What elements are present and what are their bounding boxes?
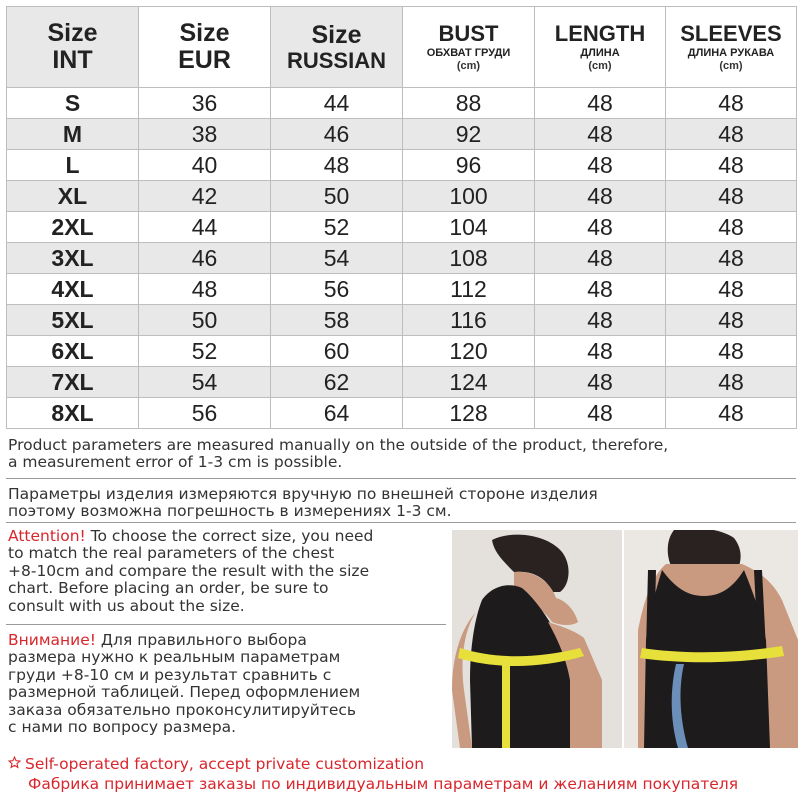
factory-note-en: Self-operated factory, accept private customization	[8, 755, 798, 773]
cell-size-int: S	[7, 88, 139, 119]
cell-length: 48	[535, 212, 666, 243]
cell-bust: 100	[403, 181, 535, 212]
cell-length: 48	[535, 119, 666, 150]
cell-size-int: 3XL	[7, 243, 139, 274]
cell-size-eur: 44	[139, 212, 271, 243]
cell-length: 48	[535, 398, 666, 429]
cell-length: 48	[535, 336, 666, 367]
cell-bust: 116	[403, 305, 535, 336]
table-row	[7, 119, 797, 150]
cell-size-russian: 52	[271, 212, 403, 243]
cell-size-eur: 46	[139, 243, 271, 274]
cell-sleeves: 48	[666, 336, 797, 367]
divider	[6, 478, 796, 479]
table-row	[7, 398, 797, 429]
cell-size-russian: 54	[271, 243, 403, 274]
cell-length: 48	[535, 274, 666, 305]
header-size-int: Size INT	[7, 7, 139, 88]
cell-sleeves: 48	[666, 181, 797, 212]
star-outline-icon	[8, 755, 21, 773]
cell-size-eur: 50	[139, 305, 271, 336]
cell-sleeves: 48	[666, 150, 797, 181]
cell-size-eur: 54	[139, 367, 271, 398]
cell-sleeves: 48	[666, 243, 797, 274]
header-size-russian: Size RUSSIAN	[271, 7, 403, 88]
header-sleeves: SLEEVES ДЛИНА РУКАВА (cm)	[666, 7, 797, 88]
cell-size-russian: 64	[271, 398, 403, 429]
header-size-eur: Size EUR	[139, 7, 271, 88]
cell-size-eur: 48	[139, 274, 271, 305]
table-row	[7, 212, 797, 243]
cell-size-eur: 56	[139, 398, 271, 429]
factory-note-ru: Фабрика принимает заказы по индивидуальным параметрам и желаниям покупателя	[28, 775, 739, 793]
cell-size-russian: 62	[271, 367, 403, 398]
cell-size-int: 7XL	[7, 367, 139, 398]
table-row	[7, 243, 797, 274]
cell-size-int: 2XL	[7, 212, 139, 243]
cell-size-eur: 36	[139, 88, 271, 119]
size-chart-table	[6, 6, 797, 429]
cell-sleeves: 48	[666, 274, 797, 305]
table-row	[7, 181, 797, 212]
cell-sleeves: 48	[666, 367, 797, 398]
table-row	[7, 88, 797, 119]
attention-note-en: Attention! To choose the correct size, you need to match the real parameters of the chest +8-10cm and compare the result with the size chart. Before placing an order, be sure to consult with us about the size.	[8, 527, 374, 615]
cell-size-russian: 56	[271, 274, 403, 305]
cell-size-int: L	[7, 150, 139, 181]
cell-sleeves: 48	[666, 398, 797, 429]
attention-label: Внимание!	[8, 631, 96, 649]
cell-sleeves: 48	[666, 305, 797, 336]
cell-size-russian: 48	[271, 150, 403, 181]
cell-length: 48	[535, 150, 666, 181]
table-header-row	[7, 7, 797, 88]
cell-sleeves: 48	[666, 88, 797, 119]
cell-size-eur: 40	[139, 150, 271, 181]
measurement-photo	[452, 530, 798, 748]
cell-length: 48	[535, 305, 666, 336]
table-row	[7, 336, 797, 367]
cell-length: 48	[535, 243, 666, 274]
cell-size-eur: 52	[139, 336, 271, 367]
table-row	[7, 150, 797, 181]
header-bust: BUST ОБХВАТ ГРУДИ (cm)	[403, 7, 535, 88]
cell-bust: 88	[403, 88, 535, 119]
cell-size-eur: 42	[139, 181, 271, 212]
cell-size-int: 8XL	[7, 398, 139, 429]
cell-size-russian: 46	[271, 119, 403, 150]
cell-size-int: 6XL	[7, 336, 139, 367]
size-table-body	[7, 88, 797, 429]
divider	[6, 624, 446, 625]
cell-bust: 124	[403, 367, 535, 398]
table-row	[7, 367, 797, 398]
divider	[6, 522, 796, 523]
cell-bust: 92	[403, 119, 535, 150]
table-row	[7, 274, 797, 305]
cell-bust: 128	[403, 398, 535, 429]
cell-length: 48	[535, 367, 666, 398]
cell-size-russian: 50	[271, 181, 403, 212]
cell-size-int: XL	[7, 181, 139, 212]
cell-bust: 112	[403, 274, 535, 305]
cell-size-russian: 44	[271, 88, 403, 119]
table-row	[7, 305, 797, 336]
bust-measurement-illustration	[452, 530, 798, 748]
attention-label: Attention!	[8, 527, 86, 545]
measurement-note-ru: Параметры изделия измеряются вручную по внешней стороне изделия поэтому возможна погрешность в измерениях 1-3 см.	[8, 485, 598, 520]
cell-size-int: 5XL	[7, 305, 139, 336]
cell-length: 48	[535, 88, 666, 119]
header-length: LENGTH ДЛИНА (cm)	[535, 7, 666, 88]
cell-bust: 96	[403, 150, 535, 181]
attention-note-ru: Внимание! Для правильного выбора размера нужно к реальным параметрам груди +8-10 см и результат сравнить с размерной таблицей. Перед оформлением заказа обязательно проконсулитируйтесь с нами по вопросу размера.	[8, 631, 361, 737]
cell-bust: 108	[403, 243, 535, 274]
cell-size-eur: 38	[139, 119, 271, 150]
cell-bust: 104	[403, 212, 535, 243]
cell-bust: 120	[403, 336, 535, 367]
cell-size-russian: 60	[271, 336, 403, 367]
cell-sleeves: 48	[666, 212, 797, 243]
cell-size-int: M	[7, 119, 139, 150]
cell-length: 48	[535, 181, 666, 212]
cell-sleeves: 48	[666, 119, 797, 150]
cell-size-russian: 58	[271, 305, 403, 336]
measurement-note-en: Product parameters are measured manually on the outside of the product, therefore, a measurement error of 1-3 cm is possible.	[8, 436, 669, 471]
cell-size-int: 4XL	[7, 274, 139, 305]
